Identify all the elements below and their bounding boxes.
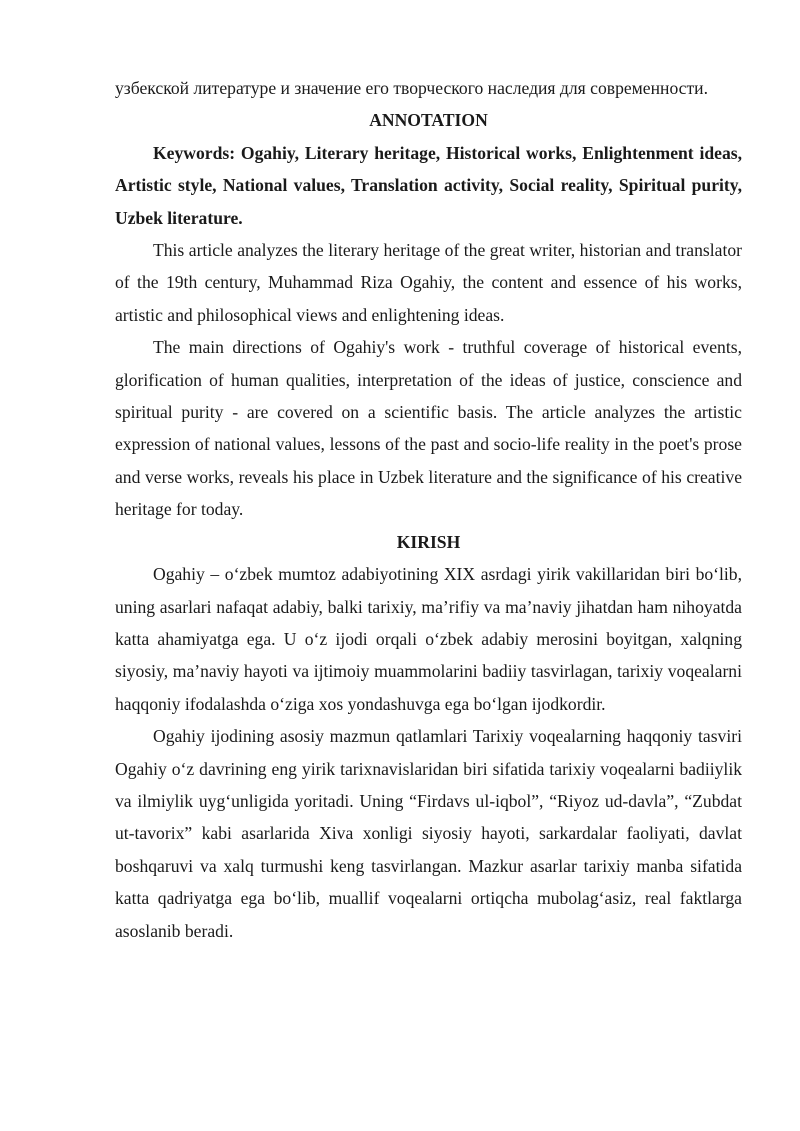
keywords-paragraph: Keywords: Ogahiy, Literary heritage, Historical works, Enlightenment ideas, Artistic style, National values, Translation activity, Social reality, Spiritual purity, Uzbek literature. (115, 142, 742, 228)
document-body (115, 72, 742, 947)
annotation-paragraph-1: This article analyzes the literary heritage of the great writer, historian and translator of the 19th century, Muhammad Riza Ogahiy, the content and essence of his works, artistic and philosophical views and enlightening ideas. (115, 240, 742, 325)
annotation-heading: ANNOTATION (369, 110, 488, 131)
kirish-heading: KIRISH (396, 531, 461, 552)
intro-continuation-paragraph: узбекской литературе и значение его творческого наследия для современности. (115, 78, 708, 98)
kirish-paragraph-1: Ogahiy – oʻzbek mumtoz adabiyotining XIX asrdagi yirik vakillaridan biri boʻlib, uning asarlari nafaqat adabiy, balki tarixiy, maʼrifiy va maʼnaviy jihatdan ham nihoyatda katta ahamiyatga ega. U oʻz ijodi orqali oʻzbek adabiy merosini boyitgan, xalqning siyosiy, maʼnaviy hayoti va ijtimoiy muammolarini badiiy tasvirlagan, tarixiy voqealarni haqqoniy ifodalashda oʻziga xos yondashuvga ega boʻlgan ijodkordir. (115, 564, 742, 714)
annotation-paragraph-2: The main directions of Ogahiy's work - truthful coverage of historical events, glorification of human qualities, interpretation of the ideas of justice, conscience and spiritual purity - are covered on a scientific basis. The article analyzes the artistic expression of national values, lessons of the past and socio-life reality in the poet's prose and verse works, reveals his place in Uzbek literature and the significance of his creative heritage for today. (115, 337, 742, 520)
kirish-paragraph-2: Ogahiy ijodining asosiy mazmun qatlamlari Tarixiy voqealarning haqqoniy tasviri Ogahiy oʻz davrining eng yirik tarixnavislaridan biri sifatida tarixiy voqealarni badiiylik va ilmiylik uygʻunligida yoritadi. Uning “Firdavs ul-iqbol”, “Riyoz ud-davla”, “Zubdat ut-tavorix” kabi asarlarida Xiva xonligi siyosiy hayoti, sarkardalar faoliyati, davlat boshqaruvi va xalq turmushi keng tasvirlangan. Mazkur asarlar tarixiy manba sifatida katta qadriyatga ega boʻlib, muallif voqealarni ortiqcha mubolagʻasiz, real faktlarga asoslanib beradi. (115, 726, 742, 941)
